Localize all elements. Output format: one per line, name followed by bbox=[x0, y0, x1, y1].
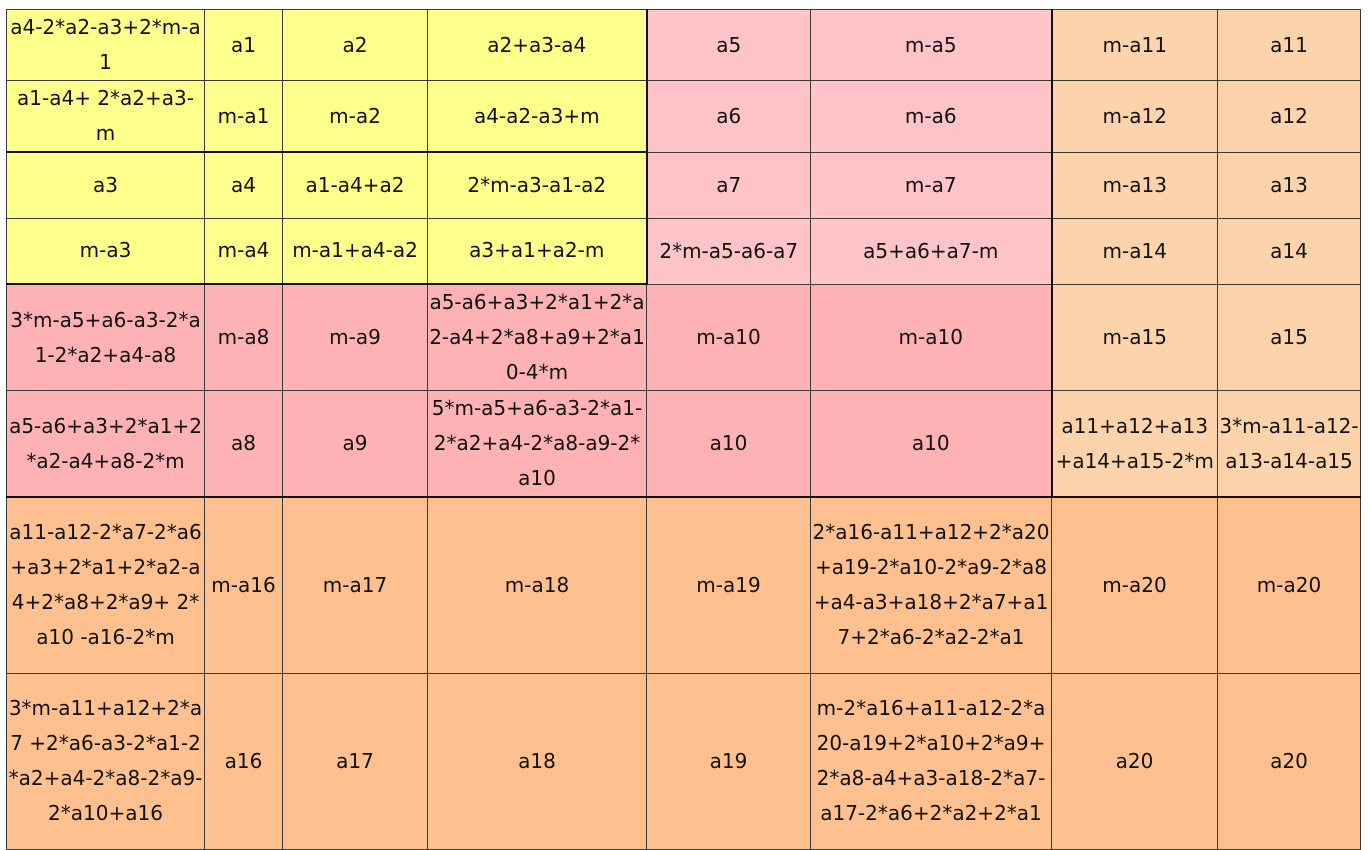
table-cell: 3*m-a11-a12-a13-a14-a15 bbox=[1218, 391, 1361, 498]
table-cell: m-a19 bbox=[647, 497, 811, 673]
table-cell: m-a12 bbox=[1052, 81, 1218, 153]
table-cell: a1-a4+ 2*a2+a3-m bbox=[7, 81, 205, 153]
table-cell: a19 bbox=[647, 673, 811, 849]
table-cell: a20 bbox=[1218, 673, 1361, 849]
table-row bbox=[7, 284, 1361, 391]
table-row bbox=[7, 218, 1361, 284]
table-cell: m-a20 bbox=[1052, 497, 1218, 673]
table-cell: a2 bbox=[283, 10, 428, 81]
table-cell: a5+a6+a7-m bbox=[811, 218, 1052, 284]
table-row bbox=[7, 81, 1361, 153]
table-row bbox=[7, 391, 1361, 498]
table-cell: m-a4 bbox=[205, 218, 283, 284]
table-cell: a15 bbox=[1218, 284, 1361, 391]
table-cell: a11-a12-2*a7-2*a6+a3+2*a1+2*a2-a4+2*a8+2*a9+ 2*a10 -a16-2*m bbox=[7, 497, 205, 673]
table-cell: a3+a1+a2-m bbox=[428, 218, 647, 284]
table-cell: a16 bbox=[205, 673, 283, 849]
table-cell: 3*m-a5+a6-a3-2*a1-2*a2+a4-a8 bbox=[7, 284, 205, 391]
table-cell: 2*m-a3-a1-a2 bbox=[428, 152, 647, 218]
table-cell: m-a7 bbox=[811, 152, 1052, 218]
table-cell: 2*a16-a11+a12+2*a20+a19-2*a10-2*a9-2*a8+a4-a3+a18+2*a7+a17+2*a6-2*a2-2*a1 bbox=[811, 497, 1052, 673]
table-cell: m-a2 bbox=[283, 81, 428, 153]
table-cell: m-a1+a4-a2 bbox=[283, 218, 428, 284]
table-cell: m-a10 bbox=[811, 284, 1052, 391]
table-cell: m-a1 bbox=[205, 81, 283, 153]
table-cell: a4-a2-a3+m bbox=[428, 81, 647, 153]
table-cell: m-a8 bbox=[205, 284, 283, 391]
table-cell: m-a18 bbox=[428, 497, 647, 673]
table-cell: a6 bbox=[647, 81, 811, 153]
table-cell: a10 bbox=[811, 391, 1052, 498]
table-cell: a17 bbox=[283, 673, 428, 849]
table-cell: a4 bbox=[205, 152, 283, 218]
formula-table bbox=[6, 9, 1361, 850]
table-cell: a1-a4+a2 bbox=[283, 152, 428, 218]
table-cell: a5-a6+a3+2*a1+2*a2-a4+2*a8+a9+2*a10-4*m bbox=[428, 284, 647, 391]
table-cell: a1 bbox=[205, 10, 283, 81]
table-cell: m-a20 bbox=[1218, 497, 1361, 673]
table-cell: m-a11 bbox=[1052, 10, 1218, 81]
table-row bbox=[7, 673, 1361, 849]
table-cell: a7 bbox=[647, 152, 811, 218]
table-cell: m-a5 bbox=[811, 10, 1052, 81]
table-cell: 5*m-a5+a6-a3-2*a1-2*a2+a4-2*a8-a9-2*a10 bbox=[428, 391, 647, 498]
table-cell: a20 bbox=[1052, 673, 1218, 849]
table-cell: a8 bbox=[205, 391, 283, 498]
table-cell: a18 bbox=[428, 673, 647, 849]
table-cell: a5 bbox=[647, 10, 811, 81]
table-cell: a2+a3-a4 bbox=[428, 10, 647, 81]
table-cell: a5-a6+a3+2*a1+2*a2-a4+a8-2*m bbox=[7, 391, 205, 498]
table-cell: 2*m-a5-a6-a7 bbox=[647, 218, 811, 284]
table-cell: m-2*a16+a11-a12-2*a20-a19+2*a10+2*a9+2*a8-a4+a3-a18-2*a7-a17-2*a6+2*a2+2*a1 bbox=[811, 673, 1052, 849]
table-cell: m-a13 bbox=[1052, 152, 1218, 218]
table-cell: m-a3 bbox=[7, 218, 205, 284]
table-cell: a4-2*a2-a3+2*m-a1 bbox=[7, 10, 205, 81]
table-cell: m-a10 bbox=[647, 284, 811, 391]
table-cell: m-a14 bbox=[1052, 218, 1218, 284]
table-cell: a14 bbox=[1218, 218, 1361, 284]
table-cell: a13 bbox=[1218, 152, 1361, 218]
table-cell: a11+a12+a13+a14+a15-2*m bbox=[1052, 391, 1218, 498]
table-cell: a10 bbox=[647, 391, 811, 498]
table-cell: m-a9 bbox=[283, 284, 428, 391]
table-cell: m-a15 bbox=[1052, 284, 1218, 391]
table-cell: m-a17 bbox=[283, 497, 428, 673]
table-cell: a11 bbox=[1218, 10, 1361, 81]
table-cell: m-a16 bbox=[205, 497, 283, 673]
table-cell: a12 bbox=[1218, 81, 1361, 153]
table-cell: a3 bbox=[7, 152, 205, 218]
table-row bbox=[7, 10, 1361, 81]
table-cell: 3*m-a11+a12+2*a7 +2*a6-a3-2*a1-2*a2+a4-2*a8-2*a9-2*a10+a16 bbox=[7, 673, 205, 849]
table-cell: a9 bbox=[283, 391, 428, 498]
table-row bbox=[7, 497, 1361, 673]
table-cell: m-a6 bbox=[811, 81, 1052, 153]
table-row bbox=[7, 152, 1361, 218]
